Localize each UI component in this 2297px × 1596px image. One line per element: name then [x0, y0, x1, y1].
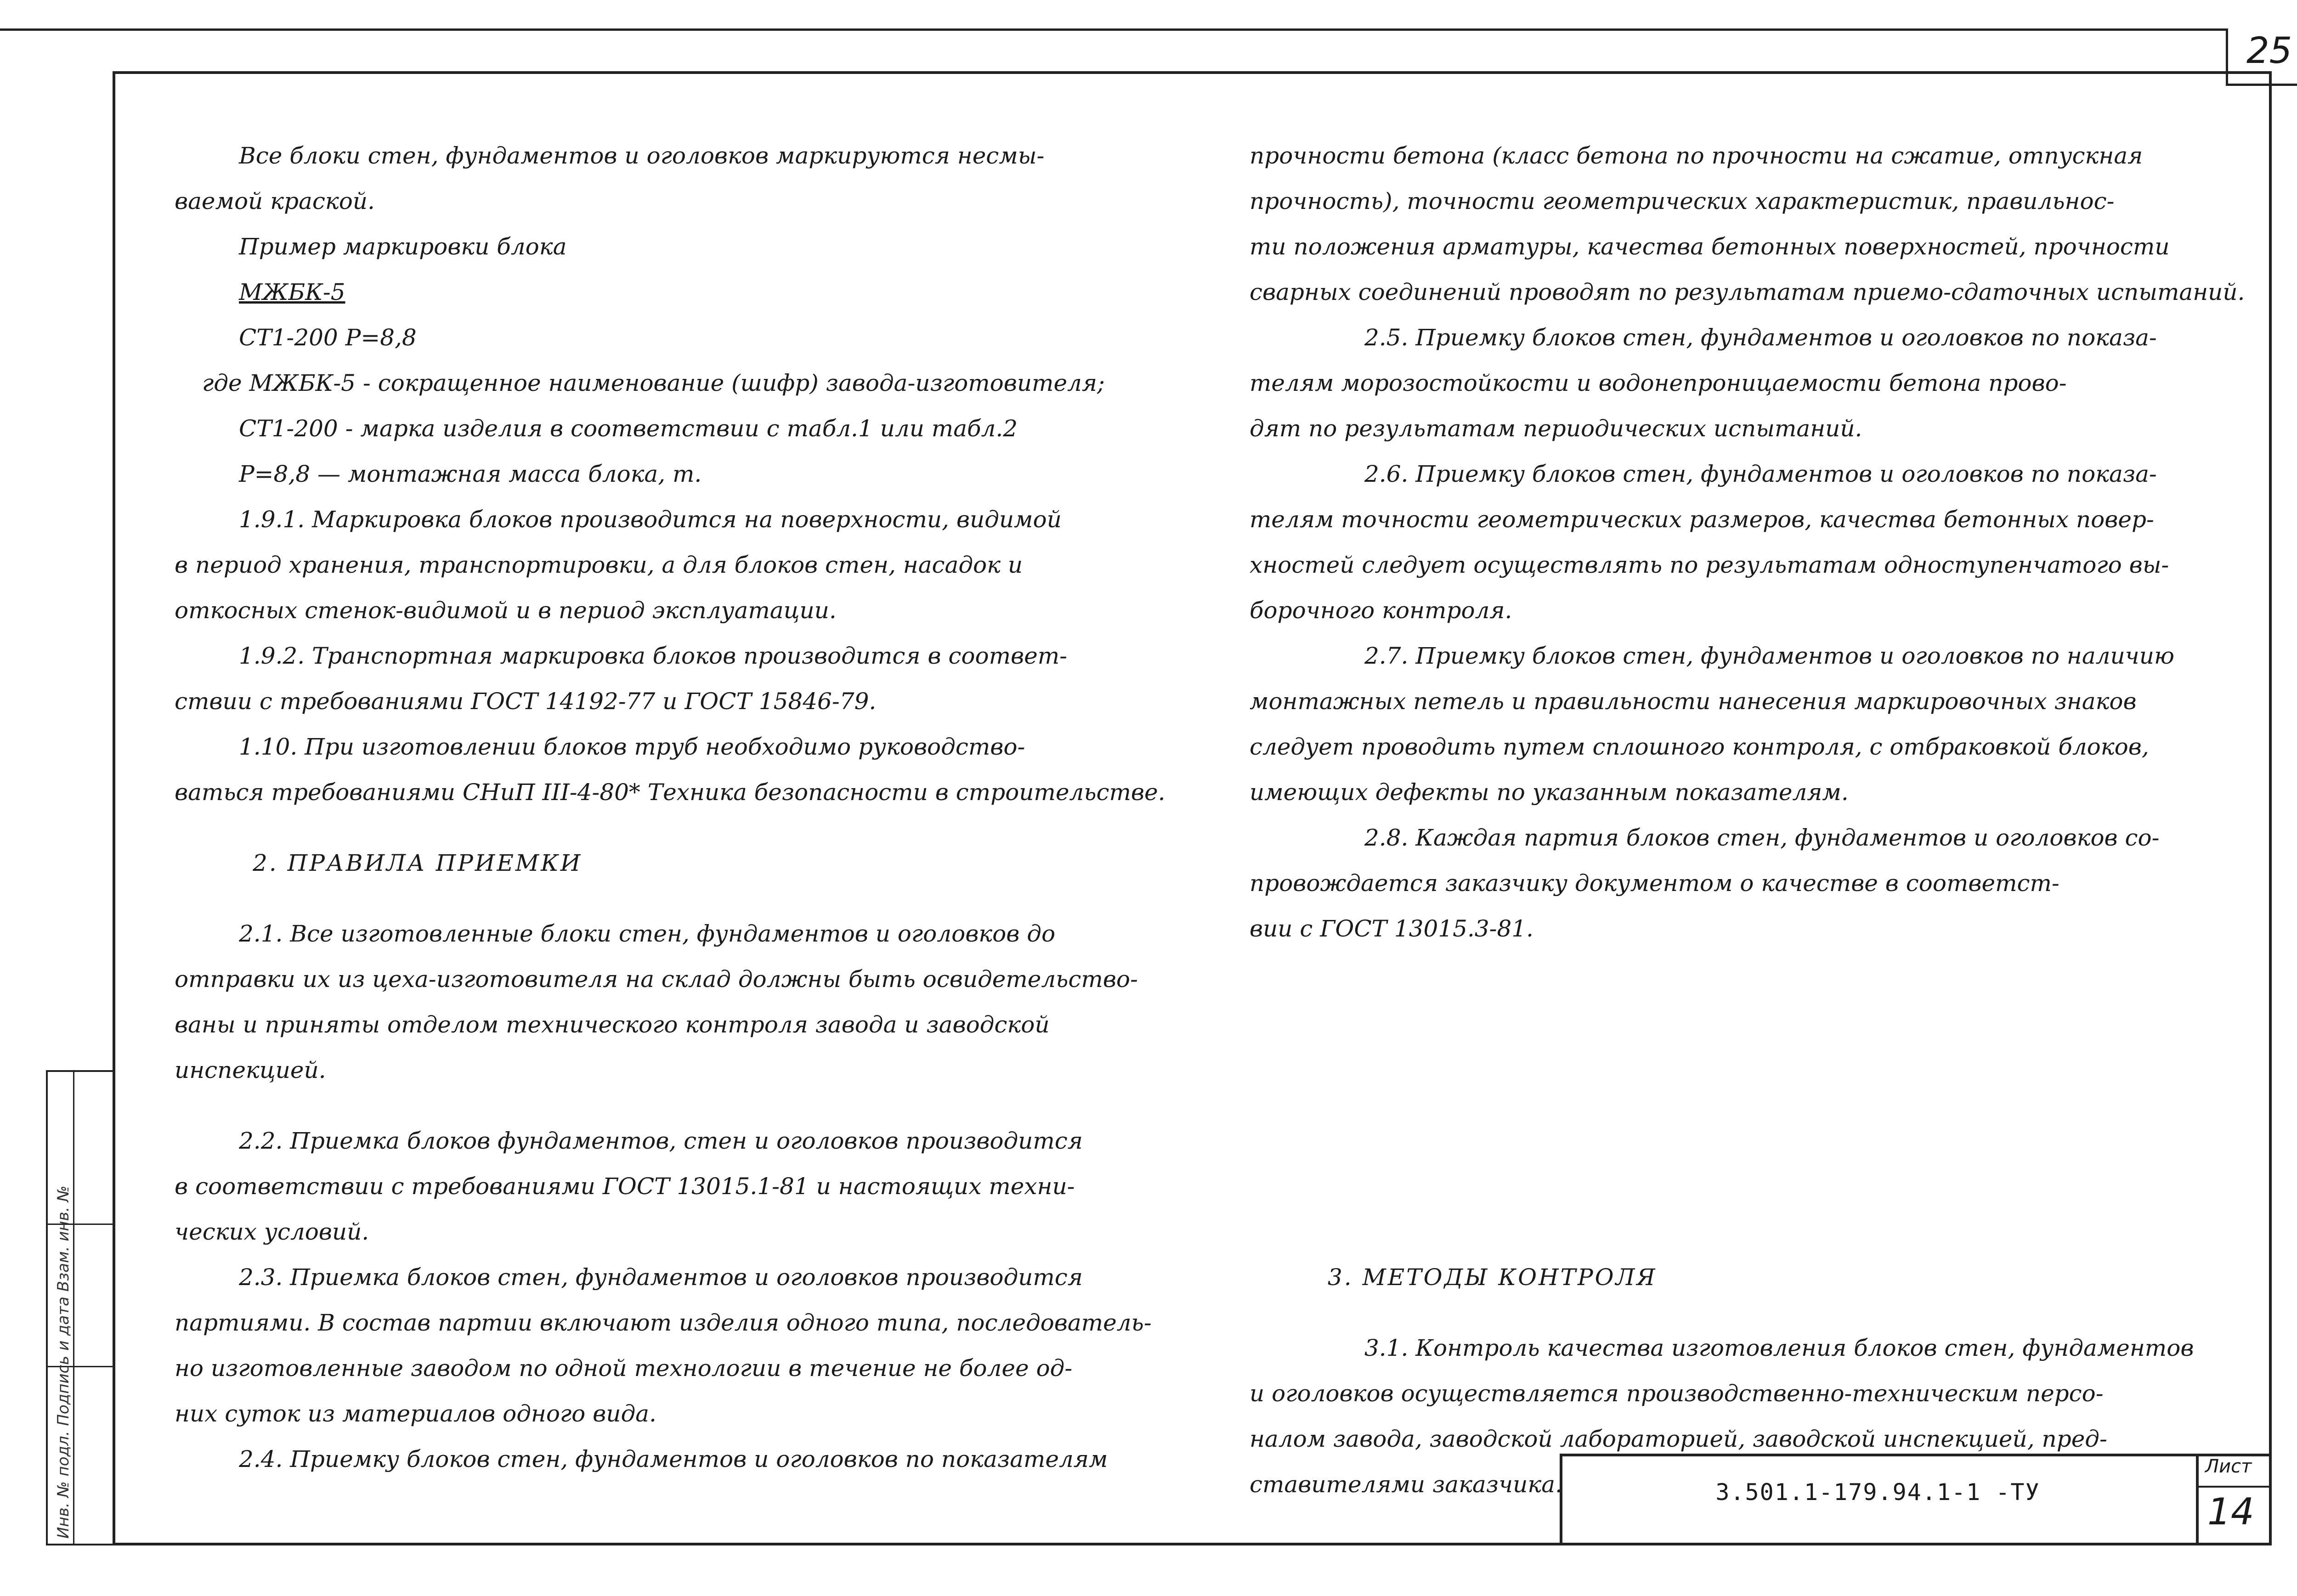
marking-example-bottom: СТ1-200 Р=8,8	[239, 324, 417, 351]
paragraph-line: ти положения арматуры, качества бетонных поверхностей, прочности	[1250, 233, 2170, 260]
paragraph-line: телям точности геометрических размеров, качества бетонных повер-	[1250, 506, 2154, 533]
paragraph-line: инспекцией.	[175, 1057, 326, 1083]
sheet-label: Лист	[2205, 1456, 2252, 1477]
paragraph-line: сварных соединений проводят по результатам приемо-сдаточных испытаний.	[1250, 279, 2245, 305]
left-text-column	[175, 133, 1165, 1482]
paragraph-line: Р=8,8 — монтажная масса блока, т.	[239, 461, 702, 487]
top-border-line	[0, 28, 2226, 31]
marking-example-top: МЖБК-5	[239, 279, 345, 305]
paragraph-line: вии с ГОСТ 13015.3-81.	[1250, 915, 1534, 942]
paragraph-line: в период хранения, транспортировки, а для блоков стен, насадок и	[175, 552, 1023, 578]
document-code: 3.501.1-179.94.1-1 -ТУ	[1715, 1479, 2040, 1506]
paragraph-line: 1.10. При изготовлении блоков труб необходимо руководство-	[239, 733, 1025, 760]
paragraph-line: 1.9.2. Транспортная маркировка блоков производится в соответ-	[239, 643, 1068, 669]
section-heading-acceptance: 2. ПРАВИЛА ПРИЕМКИ	[253, 850, 583, 876]
paragraph-line: хностей следует осуществлять по результатам одноступенчатого вы-	[1250, 552, 2169, 578]
paragraph-line: 2.8. Каждая партия блоков стен, фундаментов и оголовков со-	[1364, 824, 2160, 851]
side-stamp-text: Инв. № подл. Подпись и дата Взам. инв. №	[54, 1185, 73, 1539]
paragraph-line: телям морозостойкости и водонепроницаемости бетона прово-	[1250, 370, 2067, 396]
paragraph-line: имеющих дефекты по указанным показателям.	[1250, 779, 1849, 806]
paragraph-line: дят по результатам периодических испытаний.	[1250, 415, 1862, 442]
paragraph-line: отправки их из цеха-изготовителя на склад должны быть освидетельство-	[175, 966, 1138, 993]
paragraph-line: 3.1. Контроль качества изготовления блоков стен, фундаментов	[1364, 1335, 2194, 1361]
paragraph-line: налом завода, заводской лабораторией, заводской инспекцией, пред-	[1250, 1426, 2107, 1452]
paragraph-line: 2.4. Приемку блоков стен, фундаментов и оголовков по показателям	[239, 1446, 1108, 1472]
paragraph-line: откосных стенок-видимой и в период эксплуатации.	[175, 597, 837, 624]
paragraph-line: в соответствии с требованиями ГОСТ 13015.1-81 и настоящих техни-	[175, 1173, 1075, 1200]
paragraph-line: ваемой краской.	[175, 188, 375, 214]
paragraph-line: 1.9.1. Маркировка блоков производится на поверхности, видимой	[239, 506, 1062, 533]
paragraph-line: Все блоки стен, фундаментов и оголовков маркируются несмы-	[239, 142, 1045, 169]
paragraph-line: партиями. В состав партии включают изделия одного типа, последователь-	[175, 1309, 1152, 1336]
paragraph-line: ческих условий.	[175, 1218, 369, 1245]
section-heading-control-methods: 3. МЕТОДЫ КОНТРОЛЯ	[1328, 1264, 1657, 1291]
right-text-column	[1250, 133, 2245, 1507]
paragraph-line: Пример маркировки блока	[239, 233, 567, 260]
paragraph-line: прочность), точности геометрических характеристик, правильнос-	[1250, 188, 2115, 214]
paragraph-line: 2.2. Приемка блоков фундаментов, стен и оголовков производится	[239, 1128, 1083, 1154]
paragraph-line: 2.6. Приемку блоков стен, фундаментов и оголовков по показа-	[1364, 461, 2157, 487]
paragraph-line: них суток из материалов одного вида.	[175, 1400, 656, 1427]
paragraph-line: СТ1-200 - марка изделия в соответствии с табл.1 или табл.2	[239, 415, 1018, 442]
paragraph-line: борочного контроля.	[1250, 597, 1512, 624]
paragraph-line: ставителями заказчика.	[1250, 1471, 1562, 1498]
paragraph-line: 2.1. Все изготовленные блоки стен, фундаментов и оголовков до	[239, 920, 1056, 947]
paragraph-line: ваны и приняты отделом технического контроля завода и заводской	[175, 1011, 1050, 1038]
paragraph-line: и оголовков осуществляется производственно-техническим персо-	[1250, 1380, 2104, 1407]
paragraph-line: ваться требованиями СНиП III-4-80* Техника безопасности в строительстве.	[175, 779, 1165, 806]
page-number: 25	[2246, 30, 2292, 72]
paragraph-line: следует проводить путем сплошного контроля, с отбраковкой блоков,	[1250, 733, 2149, 760]
paragraph-line: 2.3. Приемка блоков стен, фундаментов и оголовков производится	[239, 1264, 1083, 1291]
paragraph-line: провождается заказчику документом о качестве в соответст-	[1250, 870, 2059, 897]
paragraph-line: 2.7. Приемку блоков стен, фундаментов и оголовков по наличию	[1364, 643, 2174, 669]
paragraph-line: но изготовленные заводом по одной технологии в течение не более од-	[175, 1355, 1073, 1382]
sheet-number: 14	[2207, 1490, 2254, 1533]
paragraph-line: прочности бетона (класс бетона по прочности на сжатие, отпускная	[1250, 142, 2143, 169]
paragraph-line: ствии с требованиями ГОСТ 14192-77 и ГОСТ 15846-79.	[175, 688, 877, 715]
paragraph-line: монтажных петель и правильности нанесения маркировочных знаков	[1250, 688, 2137, 715]
paragraph-line: где МЖБК-5 - сокращенное наименование (шифр) завода-изготовителя;	[202, 370, 1105, 396]
paragraph-line: 2.5. Приемку блоков стен, фундаментов и оголовков по показа-	[1364, 324, 2157, 351]
